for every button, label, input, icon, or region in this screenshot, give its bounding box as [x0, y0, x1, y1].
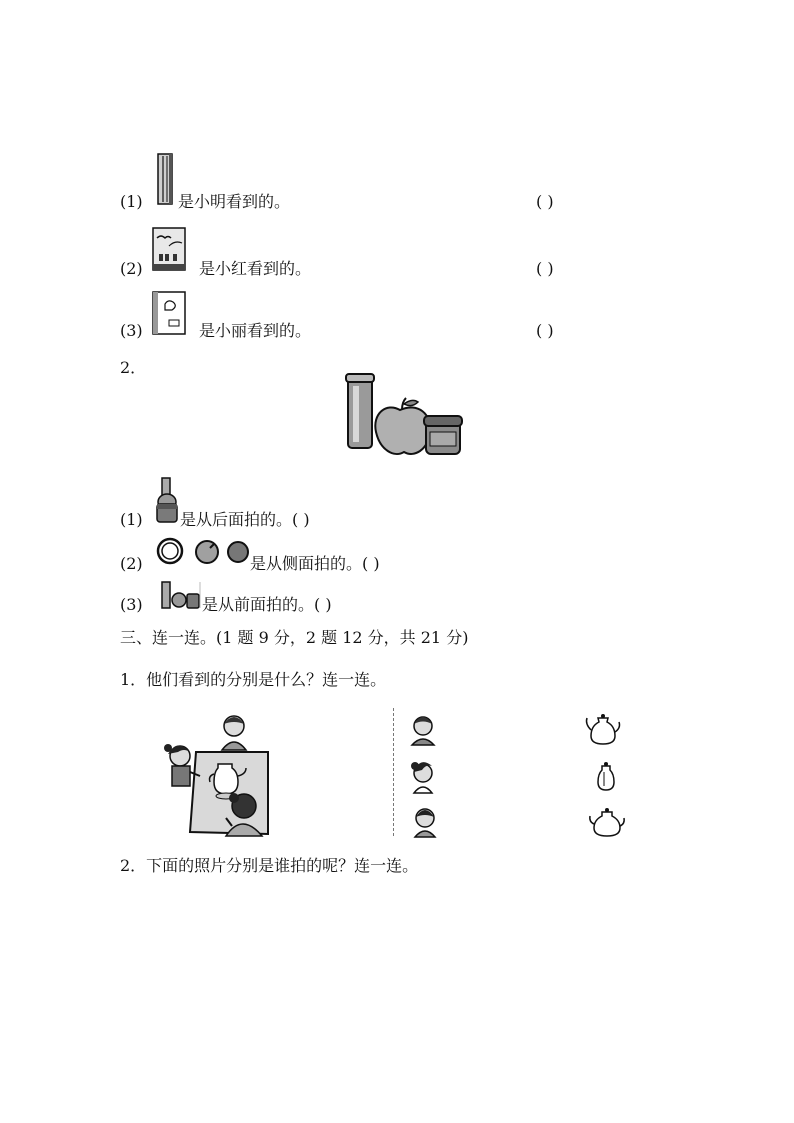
book-side-view-image: [156, 152, 176, 206]
answer-parentheses: ( ): [536, 192, 554, 211]
book-back-cover-image: [151, 290, 187, 336]
item-text: 是小红看到的。: [199, 259, 312, 278]
question-1-text: 1．他们看到的分别是什么？连一连。: [120, 670, 387, 689]
item-text: 是从前面拍的。( ): [202, 595, 332, 614]
teapot-view-icon: [588, 804, 626, 840]
side-view-images: [156, 536, 250, 566]
question-number: 2．: [120, 358, 147, 377]
dashed-divider: [393, 708, 394, 836]
answer-parentheses: ( ): [536, 321, 554, 340]
boy-face-icon: [410, 712, 436, 746]
teapot-view-icon: [584, 710, 622, 748]
question-2-text: 2．下面的照片分别是谁拍的呢？连一连。: [120, 856, 419, 875]
kids-table-scene-image: [160, 710, 272, 840]
item-number: (2): [120, 259, 143, 278]
item-number: (3): [120, 321, 143, 340]
still-life-objects-image: [344, 370, 464, 460]
teapot-view-icon: [594, 760, 618, 794]
answer-parentheses: ( ): [536, 259, 554, 278]
girl-back-icon: [412, 804, 438, 838]
item-number: (1): [120, 510, 143, 529]
front-view-image: [160, 580, 202, 610]
item-number: (3): [120, 595, 143, 614]
girl-side-icon: [410, 758, 436, 794]
back-view-image: [155, 476, 179, 526]
section-heading: 三、连一连。(1 题 9 分，2 题 12 分，共 21 分): [120, 628, 469, 647]
item-text: 是小明看到的。: [178, 192, 291, 211]
item-text: 是从侧面拍的。( ): [250, 554, 380, 573]
item-text: 是从后面拍的。( ): [180, 510, 310, 529]
book-front-cover-image: [151, 226, 187, 272]
item-number: (2): [120, 554, 143, 573]
item-number: (1): [120, 192, 143, 211]
item-text: 是小丽看到的。: [199, 321, 312, 340]
